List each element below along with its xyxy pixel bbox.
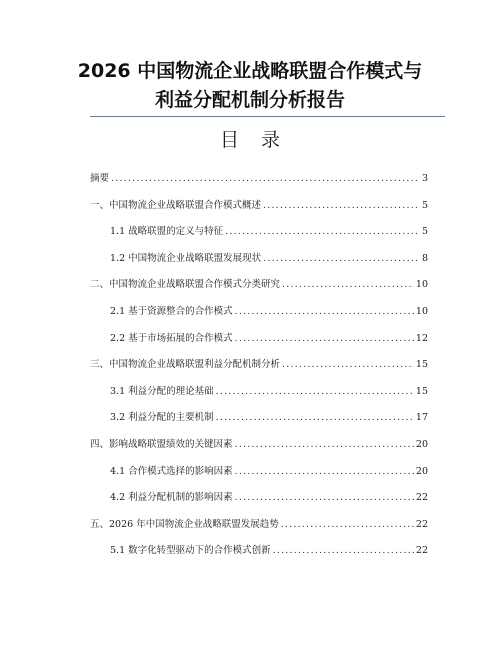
toc-entry-label: 4.1 合作模式选择的影响因素	[110, 465, 233, 477]
toc-leader-dots	[235, 305, 414, 319]
toc-leader-dots	[235, 332, 414, 346]
toc-leader-dots	[263, 199, 420, 213]
toc-entry-page-number: 15	[415, 385, 428, 397]
toc-entry-label: 一、中国物流企业战略联盟合作模式概述	[90, 199, 262, 211]
toc-entry-page-number: 22	[415, 545, 428, 557]
toc-leader-dots	[235, 491, 414, 505]
toc-entry[interactable]	[110, 491, 428, 505]
toc-entry-label: 2.2 基于市场拓展的合作模式	[110, 332, 233, 344]
toc-entry-label: 2.1 基于资源整合的合作模式	[110, 306, 233, 317]
toc-leader-dots	[216, 411, 414, 425]
toc-entry-label: 摘要	[90, 173, 110, 184]
toc-entry-page-number: 8	[421, 252, 428, 264]
toc-entry-page-number: 5	[421, 226, 428, 238]
toc-entry-page-number: 12	[415, 332, 428, 344]
toc-entry-page-number: 20	[415, 465, 428, 477]
toc-entry-page-number: 3	[421, 173, 428, 184]
toc-entry[interactable]	[110, 305, 428, 319]
toc-leader-dots	[235, 438, 414, 452]
toc-leader-dots	[235, 465, 414, 479]
toc-entry[interactable]	[110, 225, 428, 239]
toc-leader-dots	[263, 252, 420, 266]
toc-entry[interactable]	[90, 199, 428, 213]
toc-entry-label: 五、2026 年中国物流企业战略联盟发展趋势	[90, 518, 279, 530]
toc-entry[interactable]	[110, 332, 428, 346]
document-title-line-2: 利益分配机制分析报告	[154, 89, 345, 111]
toc-leader-dots	[216, 385, 414, 399]
toc-entry[interactable]	[90, 518, 428, 532]
toc-entry[interactable]	[110, 544, 428, 558]
title-divider	[90, 116, 445, 117]
toc-entry-label: 二、中国物流企业战略联盟合作模式分类研究	[90, 279, 281, 291]
toc-entry-label: 1.1 战略联盟的定义与特征	[110, 226, 224, 238]
toc-entry[interactable]	[90, 278, 428, 292]
toc-entry-label: 四、影响战略联盟绩效的关键因素	[90, 439, 233, 450]
toc-entry-page-number: 10	[415, 279, 428, 291]
toc-entry-label: 3.1 利益分配的理论基础	[110, 385, 214, 397]
toc-leader-dots	[225, 225, 420, 239]
toc-entry-label: 4.2 利益分配机制的影响因素	[110, 492, 233, 504]
toc-leader-dots	[282, 358, 414, 372]
toc-entry[interactable]	[90, 358, 428, 372]
toc-heading: 目录	[219, 129, 302, 151]
toc-leader-dots	[111, 172, 420, 186]
toc-leader-dots	[282, 278, 414, 292]
toc-entry-label: 3.2 利益分配的主要机制	[110, 412, 214, 424]
toc-entry[interactable]	[110, 252, 428, 266]
document-title-line-1: 2026 中国物流企业战略联盟合作模式与	[77, 60, 423, 82]
toc-entry-label: 5.1 数字化转型驱动下的合作模式创新	[110, 545, 271, 557]
toc-entry-page-number: 15	[415, 359, 428, 371]
toc-entry-label: 1.2 中国物流企业战略联盟发展现状	[110, 252, 262, 264]
toc-entry-page-number: 17	[415, 412, 428, 424]
toc-entry[interactable]	[90, 438, 428, 452]
toc-entry-label: 三、中国物流企业战略联盟利益分配机制分析	[90, 359, 281, 371]
toc-entry[interactable]	[90, 172, 428, 186]
toc-entry-page-number: 10	[415, 306, 428, 317]
toc-entry-page-number: 22	[415, 518, 428, 530]
toc-entry[interactable]	[110, 385, 428, 399]
toc-entry[interactable]	[110, 465, 428, 479]
toc-entry-page-number: 22	[415, 492, 428, 504]
toc-entry[interactable]	[110, 411, 428, 425]
toc-entry-page-number: 5	[421, 199, 428, 211]
toc-entry-page-number: 20	[415, 439, 428, 450]
toc-leader-dots	[273, 544, 414, 558]
toc-leader-dots	[281, 518, 414, 532]
